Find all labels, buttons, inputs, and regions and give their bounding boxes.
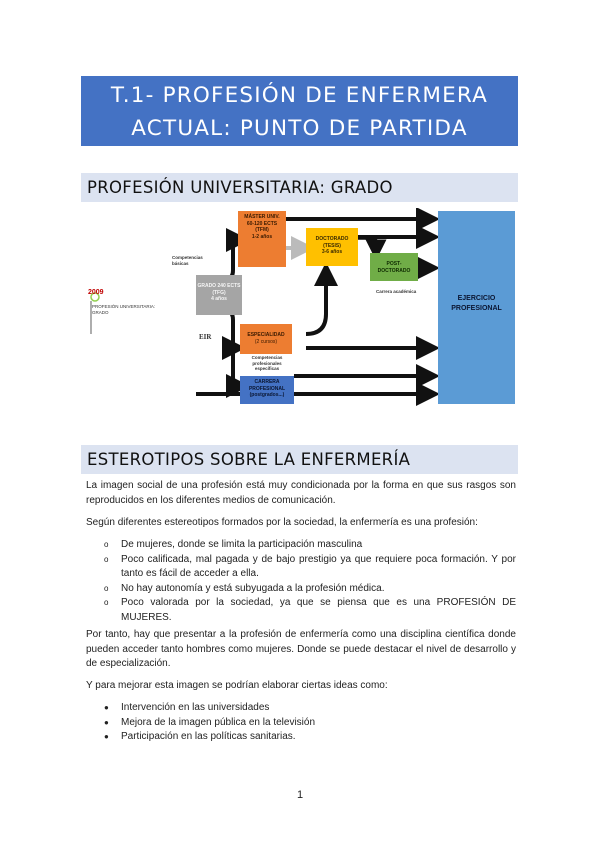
section-heading-estereotipos: ESTEROTIPOS SOBRE LA ENFERMERÍA — [81, 445, 518, 474]
grado-box: GRADO 240 ECTS (TFG) 4 años — [196, 275, 242, 315]
especialidad-box: ESPECIALIDAD (2 cursos) — [240, 324, 292, 354]
page-title — [81, 76, 518, 146]
list-item: ● Intervención en las universidades — [104, 702, 270, 713]
paragraph-2: Según diferentes estereotipos formados por la sociedad, la enfermería es una profesión: — [86, 517, 478, 528]
career-diagram — [88, 208, 518, 410]
title-line-2: ACTUAL: PUNTO DE PARTIDA — [131, 116, 468, 141]
paragraph-3: Por tanto, hay que presentar a la profesión de enfermería como una disciplina científica donde pueden acceder tanto hombres como mujeres. Donde se puede destacar el nivel de desarrollo y de especialización. — [86, 629, 516, 669]
competencias-basicas-label: Competencias básicas — [172, 255, 203, 266]
list-item: ● Mejora de la imagen pública en la televisión — [104, 716, 316, 728]
competencias-especificas-label: Competencias profesionales específicas — [251, 355, 283, 371]
arrow-doctorado-postdoc — [358, 238, 376, 250]
postdoc-box: POST- DOCTORADO — [370, 253, 418, 281]
title-line-1: T.1- PROFESIÓN DE ENFERMERA — [110, 83, 489, 108]
doctorado-box: DOCTORADO (TESIS) 3-6 años — [306, 228, 358, 266]
master-box: MÁSTER UNIV. 60-120 ECTS (TFM) 1-2 años — [238, 211, 286, 267]
milestone-year: 2009 — [88, 289, 104, 296]
carrera-academica-label: Carrera académica — [376, 289, 417, 294]
milestone-label: PROFESIÓN UNIVERSITARIA: GRADO — [92, 304, 156, 315]
ejercicio-box: EJERCICIO PROFESIONAL — [438, 211, 515, 404]
list-item: o Poco valorada por la sociedad, ya que se piensa que es una PROFESIÓN DE MUJERES. — [104, 597, 516, 623]
eir-label: EIR — [199, 333, 212, 341]
list-item: o De mujeres, donde se limita la participación masculina — [104, 539, 363, 550]
paragraph-1: La imagen social de una profesión está muy condicionada por la forma en que sus rasgos son reproducidos en los diferentes medios de comunicación. — [86, 480, 516, 506]
paragraph-4: Y para mejorar esta imagen se podrían elaborar ciertas ideas como: — [86, 680, 388, 691]
arrow-especialidad-doctorado — [306, 274, 326, 334]
list-item: o Poco calificada, mal pagada y de bajo prestigio ya que requiere poca formación. Y por tanto es fácil de acceder a ella. — [104, 553, 516, 579]
page-number: 1 — [296, 789, 304, 801]
section-heading-grado: PROFESIÓN UNIVERSITARIA: GRADO — [81, 173, 518, 202]
list-item: o No hay autonomía y está subyugada a la profesión médica. — [104, 582, 385, 594]
arrow-to-master — [222, 240, 238, 278]
improvement-list — [86, 701, 516, 745]
carrera-box: CARRERA PROFESIONAL (postgrados...) — [240, 376, 294, 404]
list-item: ● Participación en las políticas sanitarias. — [104, 731, 296, 742]
stereotypes-list — [86, 538, 516, 625]
